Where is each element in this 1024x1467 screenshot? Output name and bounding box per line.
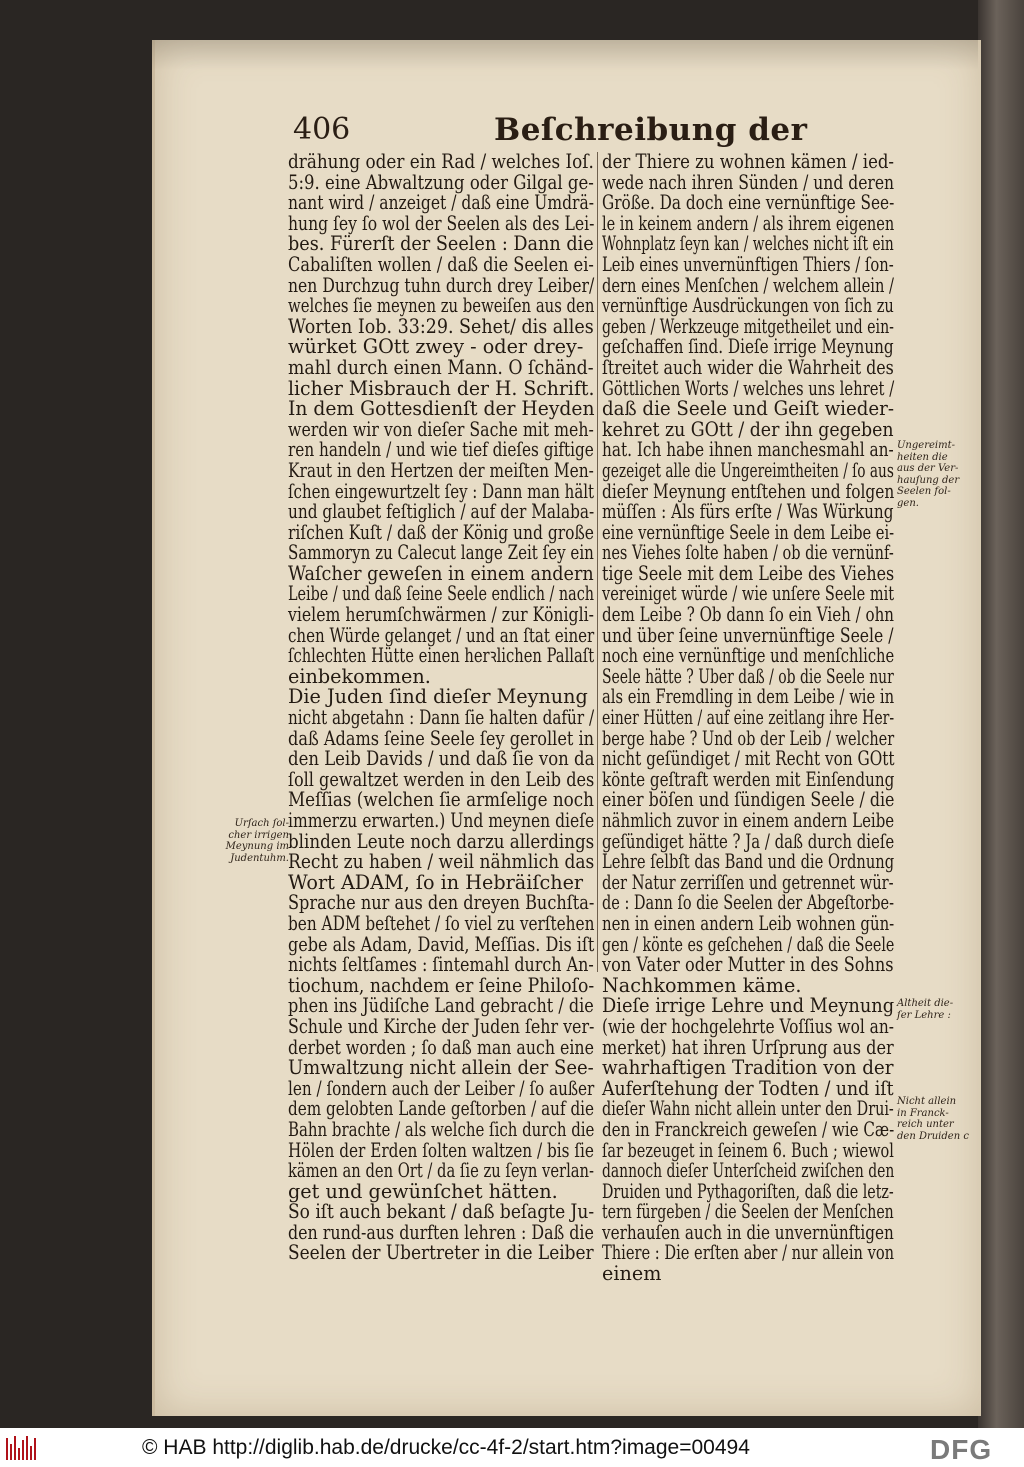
text-line: Leib eines unvernünftigen Thiers / ſon- bbox=[602, 252, 894, 276]
text-line: phen ins Jüdiſche Land gebracht / die bbox=[288, 994, 594, 1018]
text-line: Göttlichen Worts / welches uns lehret / bbox=[602, 376, 895, 400]
text-line: len / ſondern auch der Leiber / ſo außer bbox=[288, 1076, 595, 1100]
text-line: Bahn brachte / als welche ſich durch die bbox=[288, 1117, 595, 1141]
margin-note-right-1 bbox=[897, 440, 973, 509]
text-line: nicht geſündiget / mit Recht von GOtt bbox=[602, 747, 895, 771]
margin-note-left bbox=[225, 818, 289, 864]
text-line: Wohnplatz ſeyn kan / welches nicht iſt ein bbox=[602, 232, 894, 256]
text-line: gen / könte es geſchehen / daß die Seele bbox=[602, 932, 895, 956]
margin-note-line: ſer Lehre : bbox=[897, 1009, 951, 1021]
page-number: 406 bbox=[293, 112, 351, 147]
text-line: Seelen der Ubertreter in die Leiber bbox=[288, 1241, 594, 1265]
text-line: Kraut in den Hertzen der meiſten Men- bbox=[288, 458, 594, 482]
text-line: ſchen eingewurtzelt ſey : Dann man hält bbox=[288, 479, 595, 503]
text-line: derbet worden ; ſo daß man auch eine bbox=[288, 1035, 594, 1059]
text-line: berge habe ? Und ob der Leib / welcher bbox=[602, 726, 895, 750]
margin-note-line: gen. bbox=[897, 497, 919, 509]
left-text-column bbox=[288, 152, 594, 1264]
text-line: vernünftige Ausdrückungen von ſich zu bbox=[602, 294, 894, 318]
text-line: Die Juden ſind dieſer Meynung bbox=[288, 685, 588, 709]
text-line: einer böſen und ſündigen Seele / die bbox=[602, 788, 895, 812]
text-line: eine vernünftige Seele in dem Leibe ei- bbox=[602, 520, 895, 544]
text-line: Größe. Da doch eine vernünftige See- bbox=[602, 191, 895, 215]
text-line: der Natur zerriſſen und getrennet wür- bbox=[602, 870, 894, 894]
text-line: ſar bezeuget in ſeinem 6. Buch ; wiewol bbox=[602, 1138, 894, 1162]
text-line: tiochum, nachdem er ſeine Philoſo- bbox=[288, 973, 595, 997]
text-line: dem gelobten Lande geſtorben / auf die bbox=[288, 1097, 595, 1121]
text-line: den rund-aus durften lehren : Daß die bbox=[288, 1220, 594, 1244]
text-line: gebe als Adam, David, Meſſias. Dis iſt bbox=[288, 932, 595, 956]
text-line: vereiniget würde / wie unſere Seele mit bbox=[602, 582, 895, 606]
text-line: einer Hütten / auf eine zeitlang ihre Her- bbox=[602, 706, 895, 730]
text-line: ben ADM beſtehet / ſo viel zu verſtehen bbox=[288, 911, 595, 935]
running-head bbox=[0, 112, 978, 152]
text-line: (wie der hochgelehrte Voſſius wol an- bbox=[602, 1014, 894, 1038]
text-line: kämen an den Ort / da ſie zu ſeyn verlan- bbox=[288, 1159, 595, 1183]
text-line: gezeiget alle die Ungereimtheiten / ſo aus bbox=[602, 458, 894, 482]
text-line: daß die Seele und Geiſt wieder- bbox=[602, 397, 894, 421]
text-line: So iſt auch bekant / daß beſagte Ju- bbox=[288, 1200, 595, 1224]
text-line: Schule und Kirche der Juden ſehr ver- bbox=[288, 1014, 595, 1038]
text-line: nes Viehes ſolte haben / ob die vernünf- bbox=[602, 541, 894, 565]
text-line: nähmlich zuvor in einem andern Leibe bbox=[602, 809, 895, 832]
footer-bar bbox=[0, 1428, 1024, 1467]
text-line: ſchlechten Hütte einen herꝛlichen Pallaſt bbox=[288, 644, 595, 668]
text-line: werden wir von dieſer Sache mit meh- bbox=[288, 417, 594, 441]
right-text-column bbox=[602, 152, 894, 1285]
text-line: Waſcher geweſen in einem andern bbox=[288, 561, 594, 585]
text-line: le in keinem andern / als ihrem eigenen bbox=[602, 211, 895, 235]
next-page-edge bbox=[978, 0, 1024, 1428]
text-line: könte geſtraft werden mit Einſendung bbox=[602, 767, 895, 791]
text-line: drähung oder ein Rad / welches Ioſ. bbox=[288, 150, 594, 173]
margin-note-line: Judentuhm. bbox=[230, 852, 289, 864]
margin-note-line: Nicht allein bbox=[897, 1096, 957, 1107]
text-line: Seele hätte ? Uber daß / ob die Seele nur bbox=[602, 664, 894, 688]
text-line: Sammoryn zu Calecut lange Zeit ſey ein bbox=[288, 541, 594, 565]
margin-note-line: Ungereimt- bbox=[897, 440, 955, 451]
text-line: der Thiere zu wohnen kämen / ied- bbox=[602, 150, 895, 173]
text-line: tige Seele mit dem Leibe des Viehes bbox=[602, 561, 895, 585]
text-line: einbekommen. bbox=[288, 664, 431, 688]
margin-note-line: in Franck- bbox=[897, 1107, 949, 1119]
text-line: ren handeln / und wie tief dieſes giftige bbox=[288, 438, 594, 462]
text-line: de : Dann ſo die Seelen der Abgeſtorbe- bbox=[602, 891, 894, 915]
text-line: Cabaliſten wollen / daß die Seelen ei- bbox=[288, 252, 594, 276]
text-line: daß Adams ſeine Seele ſey gerollet in bbox=[288, 726, 595, 750]
running-title: Beſchreibung der bbox=[494, 112, 808, 148]
column-rule bbox=[597, 152, 598, 972]
margin-note-line: Seelen fol- bbox=[897, 486, 951, 497]
text-line: hat. Ich habe ihnen manchesmahl an- bbox=[602, 438, 894, 462]
text-line: Nachkommen käme. bbox=[602, 973, 802, 997]
text-line: geſchaffen ſind. Dieſe irrige Meynung bbox=[602, 335, 894, 359]
text-line: kehret zu GOtt / der ihn gegeben bbox=[602, 417, 894, 441]
text-line: immerzu erwarten.) Und meynen dieſe bbox=[288, 809, 595, 832]
text-line: riſchen Kuſt / daß der König und große bbox=[288, 520, 594, 544]
text-line: nen Durchzug tuhn durch drey Leiber/ bbox=[288, 273, 595, 297]
text-line: hung ſey ſo wol der Seelen als des Lei- bbox=[288, 211, 595, 235]
margin-note-line: Altheit die- bbox=[897, 998, 954, 1009]
text-line: tern fürgeben / die Seelen der Menſchen bbox=[602, 1200, 894, 1224]
margin-note-line: Meynung im bbox=[225, 841, 289, 852]
text-line: einem bbox=[602, 1262, 662, 1286]
text-line: nicht abgetahn : Dann ſie halten dafür / bbox=[288, 706, 595, 730]
text-line: blinden Leute noch darzu allerdings bbox=[288, 829, 595, 853]
text-line: licher Misbrauch der H. Schrift. bbox=[288, 376, 595, 400]
margin-note-line: hauſung der bbox=[897, 474, 960, 486]
text-line: als ein Fremdling in dem Leibe / wie in bbox=[602, 685, 895, 709]
margin-note-line: cher irrigen bbox=[228, 829, 289, 841]
text-line: geben / Werkzeuge mitgetheilet und ein- bbox=[602, 314, 894, 338]
text-line: wahrhaftigen Tradition von der bbox=[602, 1056, 894, 1080]
text-line: geſündiget hätte ? Ja / daß durch dieſe bbox=[602, 829, 895, 853]
text-line: Umwaltzung nicht allein der See- bbox=[288, 1056, 594, 1080]
text-line: In dem Gottesdienſt der Heyden bbox=[288, 397, 595, 421]
hab-logo-icon[interactable] bbox=[6, 1436, 36, 1460]
text-line: Hölen der Erden ſolten waltzen / bis ſie bbox=[288, 1138, 594, 1162]
text-line: und über ſeine unvernünftige Seele / bbox=[602, 623, 894, 647]
margin-note-line: aus der Ver- bbox=[897, 463, 959, 474]
margin-note-right-2 bbox=[897, 998, 973, 1021]
text-line: Recht zu haben / weil nähmlich das bbox=[288, 850, 595, 874]
text-line: dannoch dieſer Unterſcheid zwiſchen den bbox=[602, 1159, 895, 1183]
text-line: und glaubet feſtiglich / auf der Malaba- bbox=[288, 500, 595, 524]
text-line: nen in einen andern Leib wohnen gün- bbox=[602, 911, 895, 935]
text-line: Dieſe irrige Lehre und Meynung bbox=[602, 994, 895, 1018]
text-line: ſoll gewaltzet werden in den Leib des bbox=[288, 767, 595, 791]
text-line: nichts ſeltſames : ſintemahl durch An- bbox=[288, 953, 594, 977]
text-line: welches ſie meynen zu beweiſen aus den bbox=[288, 294, 595, 318]
text-line: dern eines Menſchen / welchem allein / bbox=[602, 273, 894, 297]
text-line: würket GOtt zwey - oder drey- bbox=[288, 335, 584, 359]
text-line: Meſſias (welchen ſie armſelige noch bbox=[288, 788, 594, 812]
text-line: bes. Fürerſt der Seelen : Dann die bbox=[288, 232, 594, 256]
text-line: get und gewünſchet hätten. bbox=[288, 1179, 558, 1203]
dfg-logo[interactable]: DFG bbox=[930, 1434, 993, 1465]
text-line: Lehre ſelbſt das Band und die Ordnung bbox=[602, 850, 895, 874]
text-line: noch eine vernünftige und menſchliche bbox=[602, 644, 895, 668]
margin-note-right-3 bbox=[897, 1096, 973, 1142]
text-line: Auferſtehung der Todten / und iſt bbox=[602, 1076, 894, 1100]
margin-note-line: heiten die bbox=[897, 451, 948, 463]
text-line: dieſer Wahn nicht allein unter den Drui- bbox=[602, 1097, 894, 1121]
text-line: vielem herumſchwärmen / zur Königli- bbox=[288, 603, 594, 627]
text-line: den Leib Davids / und daß ſie von da bbox=[288, 747, 595, 771]
text-line: ſtreitet auch wider die Wahrheit des bbox=[602, 355, 894, 379]
text-line: dem Leibe ? Ob dann ſo ein Vieh / ohn bbox=[602, 603, 894, 627]
text-line: mahl durch einen Mann. O ſchänd- bbox=[288, 355, 594, 379]
text-line: Worten Iob. 33:29. Sehet/ dis alles bbox=[288, 314, 594, 338]
text-line: Leibe / und daß ſeine Seele endlich / nach bbox=[288, 582, 594, 606]
margin-note-line: reich unter bbox=[897, 1119, 954, 1130]
text-line: nant wird / anzeiget / daß eine Umdrä- bbox=[288, 191, 594, 215]
margin-note-line: den Druiden c bbox=[897, 1130, 969, 1142]
text-line: wede nach ihren Sünden / und deren bbox=[602, 170, 895, 194]
text-line: Wort ADAM, ſo in Hebräiſcher bbox=[288, 870, 584, 894]
text-line: von Vater oder Mutter in des Sohns bbox=[602, 953, 894, 977]
copyright-link[interactable]: © HAB http://diglib.hab.de/drucke/cc-4f-2/start.htm?image=00494 bbox=[142, 1436, 750, 1459]
text-line: merket) hat ihren Urſprung aus der bbox=[602, 1035, 894, 1059]
text-line: müſſen : Als fürs erſte / Was Würkung bbox=[602, 500, 894, 524]
margin-note-line: Urſach ſol- bbox=[234, 818, 289, 829]
text-line: dieſer Meynung entſtehen und folgen bbox=[602, 479, 895, 503]
text-line: den in Franckreich geweſen / wie Cæ- bbox=[602, 1117, 895, 1141]
text-line: 5:9. eine Abwaltzung oder Gilgal ge- bbox=[288, 170, 594, 194]
text-line: verhauſen auch in die unvernünftigen bbox=[602, 1220, 894, 1244]
text-line: Thiere : Die erſten aber / nur allein von bbox=[602, 1241, 895, 1265]
text-line: Sprache nur aus den dreyen Buchſta- bbox=[288, 891, 595, 915]
text-line: Druiden und Pythagoriſten, daß die letz- bbox=[602, 1179, 894, 1203]
text-line: chen Würde gelanget / und an ſtat einer bbox=[288, 623, 595, 647]
